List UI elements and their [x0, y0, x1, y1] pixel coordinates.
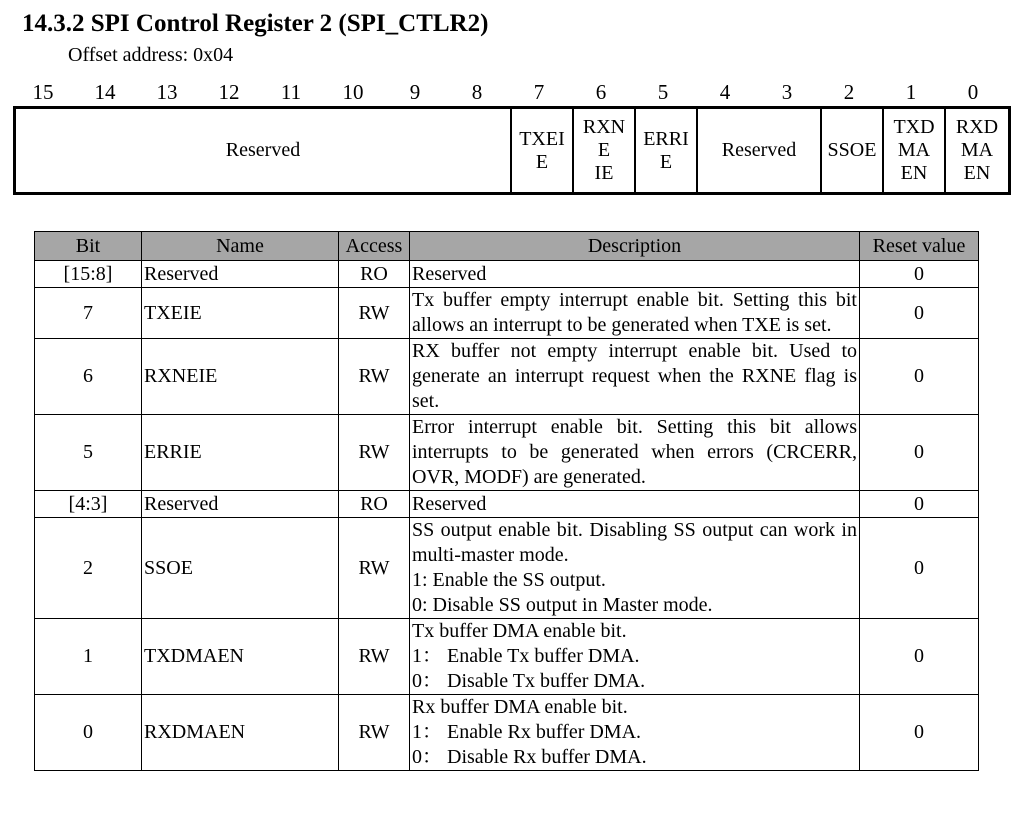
description-line: Reserved [412, 262, 487, 285]
description-line: SS output enable bit. Disabling SS output can work in multi-master mode. [412, 519, 857, 566]
name-cell: Reserved [142, 261, 339, 288]
table-header-row [35, 232, 979, 261]
description-line: 1: Enable the SS output. [412, 569, 606, 591]
description-line: Tx buffer empty interrupt enable bit. Setting this bit allows an interrupt to be generated when TXE is set. [412, 289, 857, 336]
register-field: TXD MA EN [884, 109, 946, 192]
offset-address: Offset address: 0x04 [68, 44, 234, 66]
bit-cell: [15:8] [35, 261, 142, 288]
bit-number: 12 [218, 80, 240, 104]
description-cell [410, 695, 860, 771]
table-row [35, 619, 979, 695]
reset-value-cell: 0 [860, 261, 979, 288]
access-cell: RW [339, 518, 410, 619]
table-row [35, 695, 979, 771]
reset-value-cell: 0 [860, 491, 979, 518]
description-cell [410, 339, 860, 415]
bit-cell: [4:3] [35, 491, 142, 518]
register-field: RXD MA EN [955, 116, 999, 184]
section-title: 14.3.2 SPI Control Register 2 (SPI_CTLR2) [22, 10, 489, 37]
description-line: RX buffer not empty interrupt enable bit. Used to generate an interrupt request when the RXNE flag is set. [412, 340, 857, 412]
description-cell [410, 491, 860, 518]
header-description: Description [410, 232, 860, 261]
bit-cell: 5 [35, 415, 142, 491]
reset-value-cell: 0 [860, 695, 979, 771]
bit-number: 3 [781, 80, 793, 104]
table-row [35, 518, 979, 619]
name-cell: TXDMAEN [142, 619, 339, 695]
description-line: Rx buffer DMA enable bit. [412, 696, 628, 718]
bit-number: 4 [719, 80, 731, 104]
bit-number: 9 [409, 80, 421, 104]
bit-number: 0 [967, 80, 979, 104]
name-cell: Reserved [142, 491, 339, 518]
reset-value-cell: 0 [860, 339, 979, 415]
table-row [35, 288, 979, 339]
access-cell: RO [339, 261, 410, 288]
bit-number-row [13, 80, 1009, 104]
table-row [35, 261, 979, 288]
register-field: RXN E IE [574, 109, 636, 192]
header-access: Access [339, 232, 410, 261]
register-field: Reserved [16, 109, 512, 192]
register-diagram [13, 106, 1011, 195]
bit-cell: 7 [35, 288, 142, 339]
bit-number: 8 [471, 80, 483, 104]
bit-cell: 6 [35, 339, 142, 415]
description-line: 0： Disable Tx buffer DMA. [412, 670, 646, 692]
access-cell: RW [339, 288, 410, 339]
bit-number: 14 [94, 80, 116, 104]
bit-number: 13 [156, 80, 178, 104]
description-line: 1： Enable Rx buffer DMA. [412, 721, 642, 743]
access-cell: RW [339, 339, 410, 415]
description-line: Error interrupt enable bit. Setting this bit allows interrupts to be generated when errors (CRCERR, OVR, MODF) are generated. [412, 416, 857, 488]
reset-value-cell: 0 [860, 518, 979, 619]
header-name: Name [142, 232, 339, 261]
name-cell: RXNEIE [142, 339, 339, 415]
description-line: 1： Enable Tx buffer DMA. [412, 645, 640, 667]
register-description-table [34, 231, 979, 771]
table-row [35, 491, 979, 518]
table-row [35, 415, 979, 491]
description-line: 0： Disable Rx buffer DMA. [412, 746, 647, 768]
name-cell: ERRIE [142, 415, 339, 491]
bit-cell: 2 [35, 518, 142, 619]
description-line: 0: Disable SS output in Master mode. [412, 594, 713, 616]
bit-number: 11 [280, 80, 302, 104]
access-cell: RW [339, 619, 410, 695]
bit-number: 15 [32, 80, 54, 104]
bit-number: 2 [843, 80, 855, 104]
access-cell: RW [339, 695, 410, 771]
reset-value-cell: 0 [860, 288, 979, 339]
bit-cell: 0 [35, 695, 142, 771]
description-cell [410, 261, 860, 288]
register-field: SSOE [822, 109, 884, 192]
bit-cell: 1 [35, 619, 142, 695]
reset-value-cell: 0 [860, 619, 979, 695]
description-cell [410, 518, 860, 619]
description-cell [410, 288, 860, 339]
name-cell: SSOE [142, 518, 339, 619]
header-bit: Bit [35, 232, 142, 261]
reset-value-cell: 0 [860, 415, 979, 491]
description-line: Tx buffer DMA enable bit. [412, 620, 627, 642]
bit-number: 1 [905, 80, 917, 104]
bit-number: 6 [595, 80, 607, 104]
bit-number: 7 [533, 80, 545, 104]
register-field: ERRI E [636, 109, 698, 192]
register-field: Reserved [698, 109, 822, 192]
bit-number: 5 [657, 80, 669, 104]
name-cell: RXDMAEN [142, 695, 339, 771]
register-field: TXEI E [512, 109, 574, 192]
table-row [35, 339, 979, 415]
description-line: Reserved [412, 492, 487, 515]
access-cell: RO [339, 491, 410, 518]
access-cell: RW [339, 415, 410, 491]
header-reset-value: Reset value [860, 232, 979, 261]
description-cell [410, 415, 860, 491]
name-cell: TXEIE [142, 288, 339, 339]
bit-number: 10 [342, 80, 364, 104]
description-cell [410, 619, 860, 695]
